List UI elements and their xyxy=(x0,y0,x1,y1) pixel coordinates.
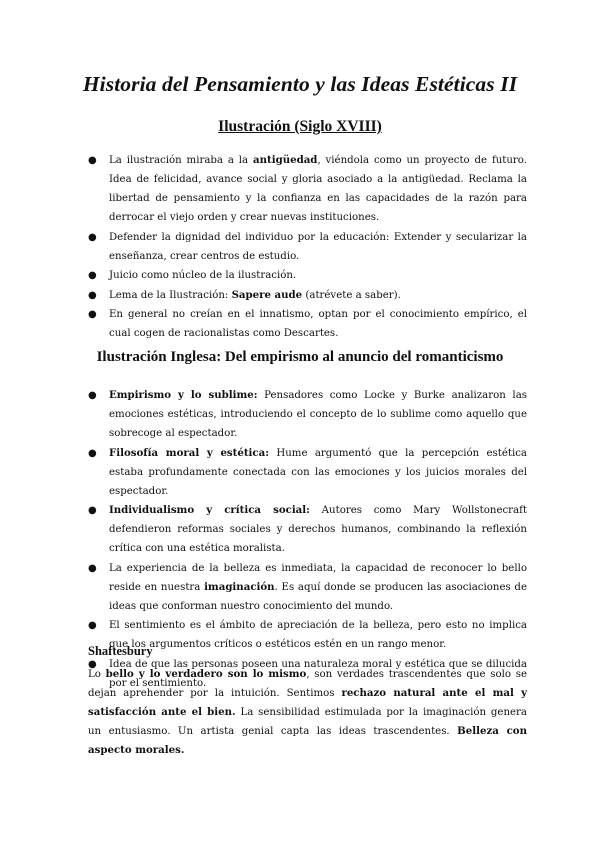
list-item: ● La experiencia de la belleza es inmediata, la capacidad de reconocer lo bello reside en nuestra imaginación. Es aquí donde se producen las asociaciones de ideas que conforman nuestro conocimiento del mundo. xyxy=(0,559,527,616)
section-heading-ilustracion: Ilustración (Siglo XVIII) xyxy=(218,118,382,135)
bullet-icon: ● xyxy=(88,270,97,281)
list-item: ● La ilustración miraba a la antigüedad, viéndola como un proyecto de futuro. Idea de felicidad, avance social y gloria asociado a la antigüedad. Reclama la libertad de pensamiento y la confianza en las capacidades de la razón para derrocar el viejo orden y crear nuevas instituciones. xyxy=(0,151,527,227)
document-title: Historia del Pensamiento y las Ideas Estéticas II xyxy=(82,72,518,96)
list-item: ● Individualismo y crítica social: Autores como Mary Wollstonecraft defendieron reformas sociales y derechos humanos, combinando la reflexión crítica con una estética moralista. xyxy=(0,501,527,558)
bullet-icon: ● xyxy=(88,155,97,166)
bullet-icon: ● xyxy=(88,231,97,243)
list-item: ● Filosofía moral y estética: Hume argumentó que la percepción estética estaba profundamente conectada con las emociones y los juicios morales del espectador. xyxy=(0,444,527,501)
list-item: ● Defender la dignidad del individuo por la educación: Extender y secularizar la enseñanza, crear centros de estudio. xyxy=(0,228,527,266)
bullet-icon: ● xyxy=(88,289,97,301)
list-item: ● Lema de la Ilustración: Sapere aude (atrévete a saber). xyxy=(0,286,527,305)
bullet-icon: ● xyxy=(88,309,97,320)
list-item: ● Empirismo y lo sublime: Pensadores como Locke y Burke analizaron las emociones estéticas, introduciendo el concepto de lo sublime como aquello que sobrecoge al espectador. xyxy=(0,386,527,443)
shaftesbury-paragraph: Lo bello y lo verdadero son lo mismo, son verdades trascendentes que solo se dejan aprehender por la intuición. Sentimos rechazo natural ante el mal y satisfacción ante el bien. La sensibilidad estimulada por la imaginación genera un entusiasmo. Un artista genial capta las ideas trascendentes. Belleza con aspecto morales. xyxy=(88,668,528,756)
ilustracion-bullet-list xyxy=(0,151,600,344)
bullet-icon: ● xyxy=(88,390,97,401)
section-heading-ilustracion-inglesa: Ilustración Inglesa: Del empirismo al anuncio del romanticismo xyxy=(96,349,504,365)
bullet-icon: ● xyxy=(88,447,97,459)
list-item: ● Idea de que las personas poseen una naturaleza moral y estética que se dilucida por el sentimiento. xyxy=(0,655,527,693)
bullet-icon: ● xyxy=(88,620,97,631)
list-item: ● En general no creían en el innatismo, optan por el conocimiento empírico, el cual cogen de racionalistas como Descartes. xyxy=(0,305,527,343)
bullet-icon: ● xyxy=(88,505,97,516)
bullet-icon: ● xyxy=(88,658,97,670)
list-item: ● Juicio como núcleo de la ilustración. xyxy=(0,266,527,285)
list-item: ● El sentimiento es el ámbito de apreciación de la belleza, pero esto no implica que los argumentos críticos o estéticos estén en un rango menor. xyxy=(0,616,527,654)
section-heading-shaftesbury: Shaftesbury xyxy=(88,644,153,658)
bullet-icon: ● xyxy=(88,562,97,574)
